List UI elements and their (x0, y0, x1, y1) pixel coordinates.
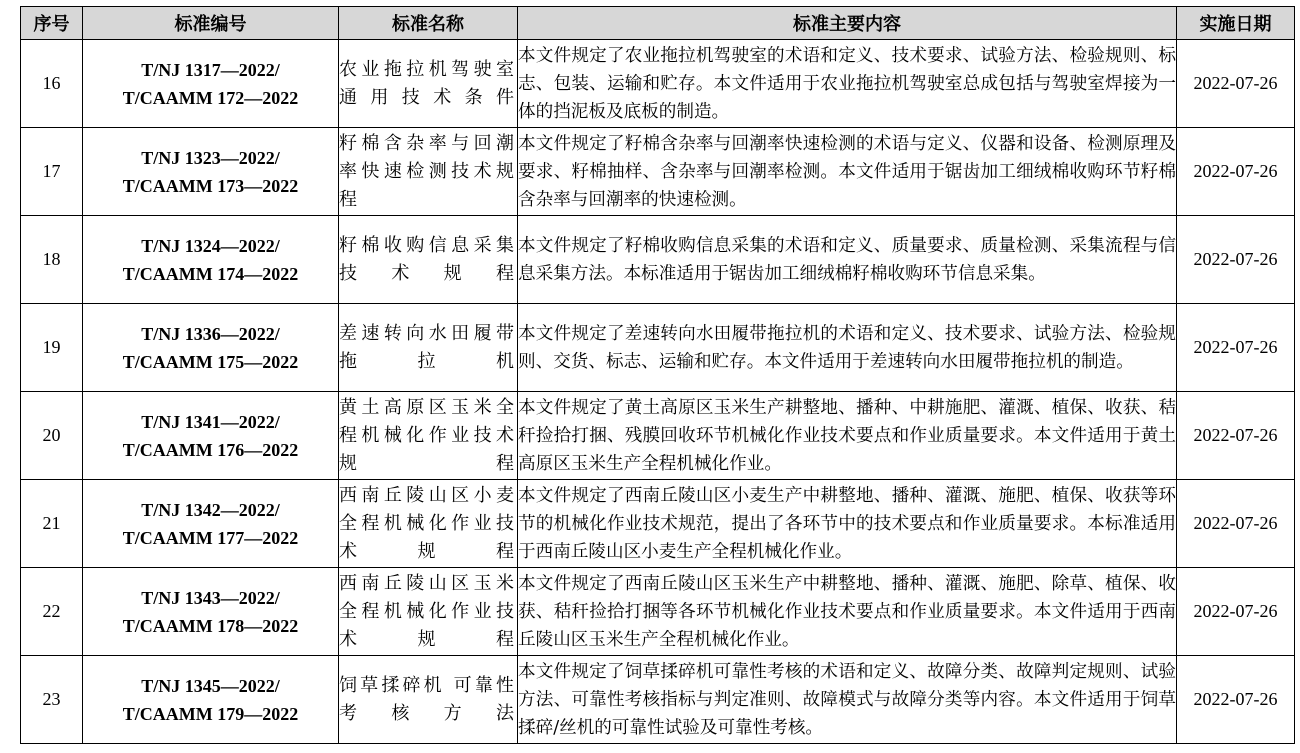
row-number: 21 (21, 480, 83, 568)
standard-code-line2: T/CAAMM 176—2022 (122, 439, 299, 460)
effective-date: 2022-07-26 (1177, 480, 1295, 568)
standard-name: 籽棉收购信息采集技术规程 (339, 216, 518, 304)
standard-code (83, 128, 339, 216)
standard-code-line2: T/CAAMM 178—2022 (122, 615, 299, 636)
table-row (21, 480, 1295, 568)
header-content: 标准主要内容 (518, 7, 1177, 40)
table-row (21, 304, 1295, 392)
effective-date: 2022-07-26 (1177, 128, 1295, 216)
table-row (21, 392, 1295, 480)
standard-code-line1: T/NJ 1343—2022/ (141, 587, 280, 608)
standard-content: 本文件规定了差速转向水田履带拖拉机的术语和定义、技术要求、试验方法、检验规则、交货、标志、运输和贮存。本文件适用于差速转向水田履带拖拉机的制造。 (518, 304, 1177, 392)
standard-code (83, 568, 339, 656)
standard-content: 本文件规定了黄土高原区玉米生产耕整地、播种、中耕施肥、灌溉、植保、收获、秸秆捡拾打捆、残膜回收环节机械化作业技术要点和作业质量要求。本文件适用于黄土高原区玉米生产全程机械化作业。 (518, 392, 1177, 480)
standard-code (83, 656, 339, 744)
standard-content: 本文件规定了西南丘陵山区玉米生产中耕整地、播种、灌溉、施肥、除草、植保、收获、秸秆捡拾打捆等各环节机械化作业技术要点和作业质量要求。本文件适用于西南丘陵山区玉米生产全程机械化作业。 (518, 568, 1177, 656)
standard-content: 本文件规定了籽棉收购信息采集的术语和定义、质量要求、质量检测、采集流程与信息采集方法。本标准适用于锯齿加工细绒棉籽棉收购环节信息采集。 (518, 216, 1177, 304)
standard-name: 差速转向水田履带拖拉机 (339, 304, 518, 392)
effective-date: 2022-07-26 (1177, 40, 1295, 128)
header-name: 标准名称 (339, 7, 518, 40)
standard-code (83, 216, 339, 304)
standard-name: 西南丘陵山区小麦全程机械化作业技术规程 (339, 480, 518, 568)
standard-code-line2: T/CAAMM 173—2022 (122, 175, 299, 196)
standard-code-line1: T/NJ 1345—2022/ (141, 675, 280, 696)
standard-code-line1: T/NJ 1342—2022/ (141, 499, 280, 520)
table-row (21, 40, 1295, 128)
standard-code-line1: T/NJ 1317—2022/ (141, 59, 280, 80)
row-number: 16 (21, 40, 83, 128)
effective-date: 2022-07-26 (1177, 216, 1295, 304)
table-row (21, 568, 1295, 656)
header-date: 实施日期 (1177, 7, 1295, 40)
table-row (21, 216, 1295, 304)
standard-code-line2: T/CAAMM 177—2022 (122, 527, 299, 548)
effective-date: 2022-07-26 (1177, 656, 1295, 744)
standard-code-line1: T/NJ 1324—2022/ (141, 235, 280, 256)
table-row (21, 656, 1295, 744)
standard-code (83, 480, 339, 568)
standard-content: 本文件规定了农业拖拉机驾驶室的术语和定义、技术要求、试验方法、检验规则、标志、包装、运输和贮存。本文件适用于农业拖拉机驾驶室总成包括与驾驶室焊接为一体的挡泥板及底板的制造。 (518, 40, 1177, 128)
standard-name: 农业拖拉机驾驶室 通用技术条件 (339, 40, 518, 128)
row-number: 19 (21, 304, 83, 392)
standard-content: 本文件规定了籽棉含杂率与回潮率快速检测的术语与定义、仪器和设备、检测原理及要求、籽棉抽样、含杂率与回潮率检测。本文件适用于锯齿加工细绒棉收购环节籽棉含杂率与回潮率的快速检测。 (518, 128, 1177, 216)
standard-code-line1: T/NJ 1336—2022/ (141, 323, 280, 344)
standard-name: 饲草揉碎机 可靠性考核方法 (339, 656, 518, 744)
standard-name: 西南丘陵山区玉米全程机械化作业技术规程 (339, 568, 518, 656)
row-number: 18 (21, 216, 83, 304)
effective-date: 2022-07-26 (1177, 392, 1295, 480)
standard-name: 籽棉含杂率与回潮率快速检测技术规程 (339, 128, 518, 216)
standard-code-line2: T/CAAMM 172—2022 (122, 87, 299, 108)
standard-code-line2: T/CAAMM 179—2022 (122, 703, 299, 724)
standard-code-line1: T/NJ 1341—2022/ (141, 411, 280, 432)
table-row (21, 128, 1295, 216)
standard-code (83, 392, 339, 480)
standard-code-line2: T/CAAMM 175—2022 (122, 351, 299, 372)
effective-date: 2022-07-26 (1177, 568, 1295, 656)
effective-date: 2022-07-26 (1177, 304, 1295, 392)
row-number: 23 (21, 656, 83, 744)
standard-code (83, 40, 339, 128)
standard-content: 本文件规定了饲草揉碎机可靠性考核的术语和定义、故障分类、故障判定规则、试验方法、可靠性考核指标与判定准则、故障模式与故障分类等内容。本文件适用于饲草揉碎/丝机的可靠性试验及可靠性考核。 (518, 656, 1177, 744)
header-no: 序号 (21, 7, 83, 40)
row-number: 20 (21, 392, 83, 480)
standards-table (20, 6, 1295, 744)
row-number: 22 (21, 568, 83, 656)
row-number: 17 (21, 128, 83, 216)
header-code: 标准编号 (83, 7, 339, 40)
standard-code (83, 304, 339, 392)
standard-content: 本文件规定了西南丘陵山区小麦生产中耕整地、播种、灌溉、施肥、植保、收获等环节的机械化作业技术规范，提出了各环节中的技术要点和作业质量要求。本标准适用于西南丘陵山区小麦生产全程机械化作业。 (518, 480, 1177, 568)
standard-name: 黄土高原区玉米全程机械化作业技术规程 (339, 392, 518, 480)
header-row (21, 7, 1295, 40)
standard-code-line2: T/CAAMM 174—2022 (122, 263, 299, 284)
standard-code-line1: T/NJ 1323—2022/ (141, 147, 280, 168)
